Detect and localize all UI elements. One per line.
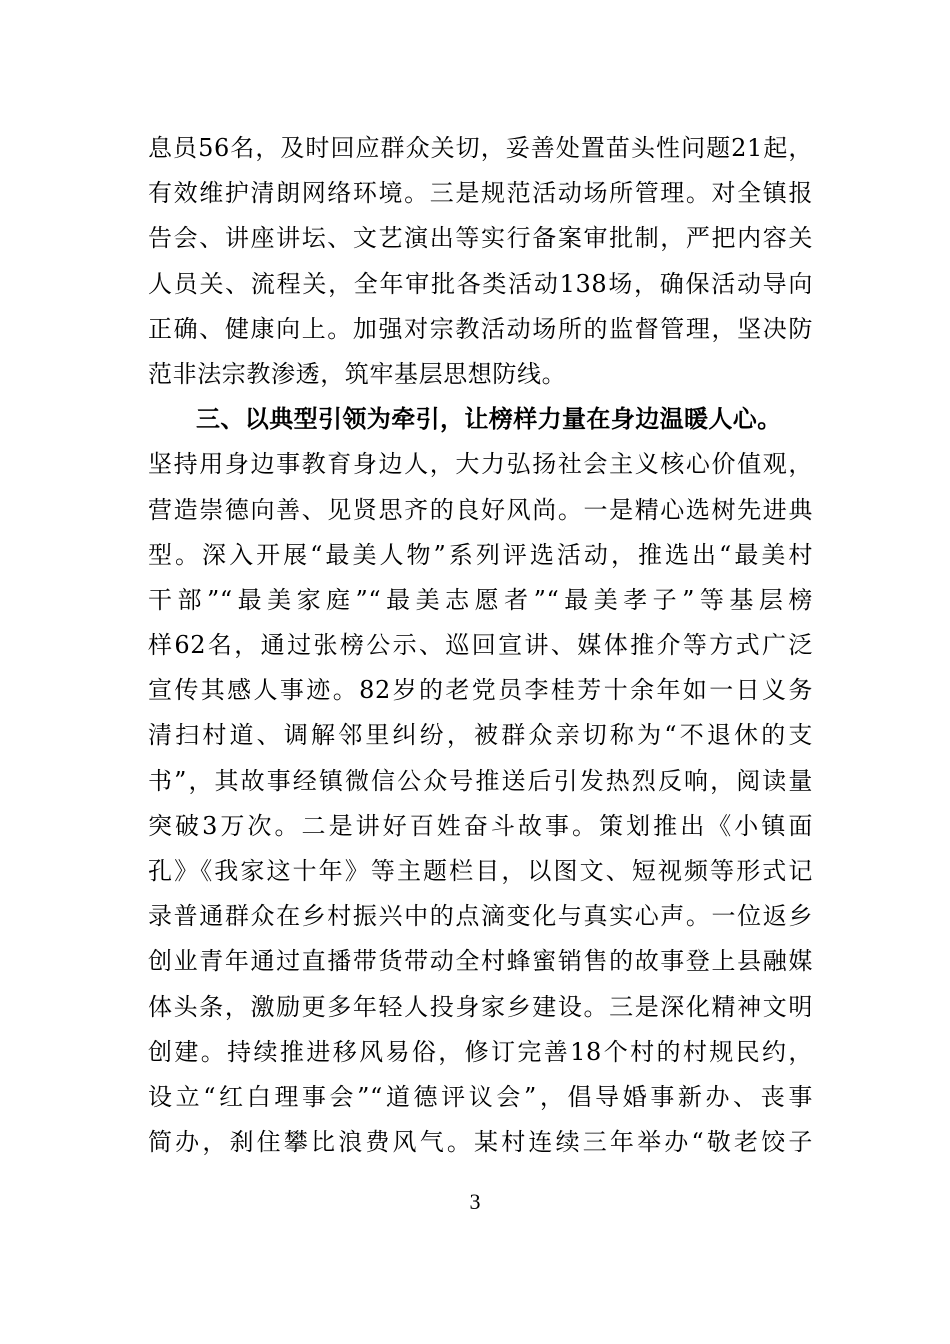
text-line: 孔》《我家这十年》等主题栏目，以图文、短视频等形式记 — [148, 857, 813, 885]
text-line: 设立“红白理事会”“道德评议会”，倡导婚事新办、丧事 — [148, 1082, 813, 1111]
text-line: 人员关、流程关，全年审批各类活动138场，确保活动导向 — [148, 269, 813, 298]
text-line: 书”，其故事经镇微信公众号推送后引发热烈反响，阅读量 — [148, 766, 813, 795]
text-line: 突破3万次。二是讲好百姓奋斗故事。策划推出《小镇面 — [148, 811, 813, 840]
text-line: 录普通群众在乡村振兴中的点滴变化与真实心声。一位返乡 — [148, 902, 813, 931]
text-line: 有效维护清朗网络环境。三是规范活动场所管理。对全镇报 — [148, 179, 813, 208]
text-line: 正确、健康向上。加强对宗教活动场所的监督管理，坚决防 — [148, 314, 813, 343]
body-text — [148, 126, 813, 1165]
text-line: 样62名，通过张榜公示、巡回宣讲、媒体推介等方式广泛 — [148, 631, 813, 660]
text-line: 简办，刹住攀比浪费风气。某村连续三年举办“敬老饺子 — [148, 1128, 813, 1157]
text-line: 干部”“最美家庭”“最美志愿者”“最美孝子”等基层榜 — [148, 585, 813, 614]
text-line: 范非法宗教渗透，筑牢基层思想防线。 — [148, 359, 567, 388]
text-line: 坚持用身边事教育身边人，大力弘扬社会主义核心价值观， — [148, 450, 813, 479]
text-line: 体头条，激励更多年轻人投身家乡建设。三是深化精神文明 — [148, 992, 813, 1021]
text-line: 营造崇德向善、见贤思齐的良好风尚。一是精心选树先进典 — [148, 495, 813, 524]
text-line: 型。深入开展“最美人物”系列评选活动，推选出“最美村 — [148, 540, 813, 569]
text-line: 息员56名，及时回应群众关切，妥善处置苗头性问题21起， — [148, 134, 813, 162]
page-number: 3 — [469, 1189, 481, 1214]
text-line: 创业青年通过直播带货带动全村蜂蜜销售的故事登上县融媒 — [148, 947, 813, 976]
text-line: 创建。持续推进移风易俗，修订完善18个村的村规民约， — [148, 1037, 813, 1066]
section-heading: 三、以典型引领为牵引，让榜样力量在身边温暖人心。 — [196, 405, 782, 434]
text-line: 告会、讲座讲坛、文艺演出等实行备案审批制，严把内容关 — [148, 224, 813, 253]
text-line: 宣传其感人事迹。82岁的老党员李桂芳十余年如一日义务 — [148, 676, 813, 705]
text-line: 清扫村道、调解邻里纠纷，被群众亲切称为“不退休的支 — [148, 721, 813, 750]
